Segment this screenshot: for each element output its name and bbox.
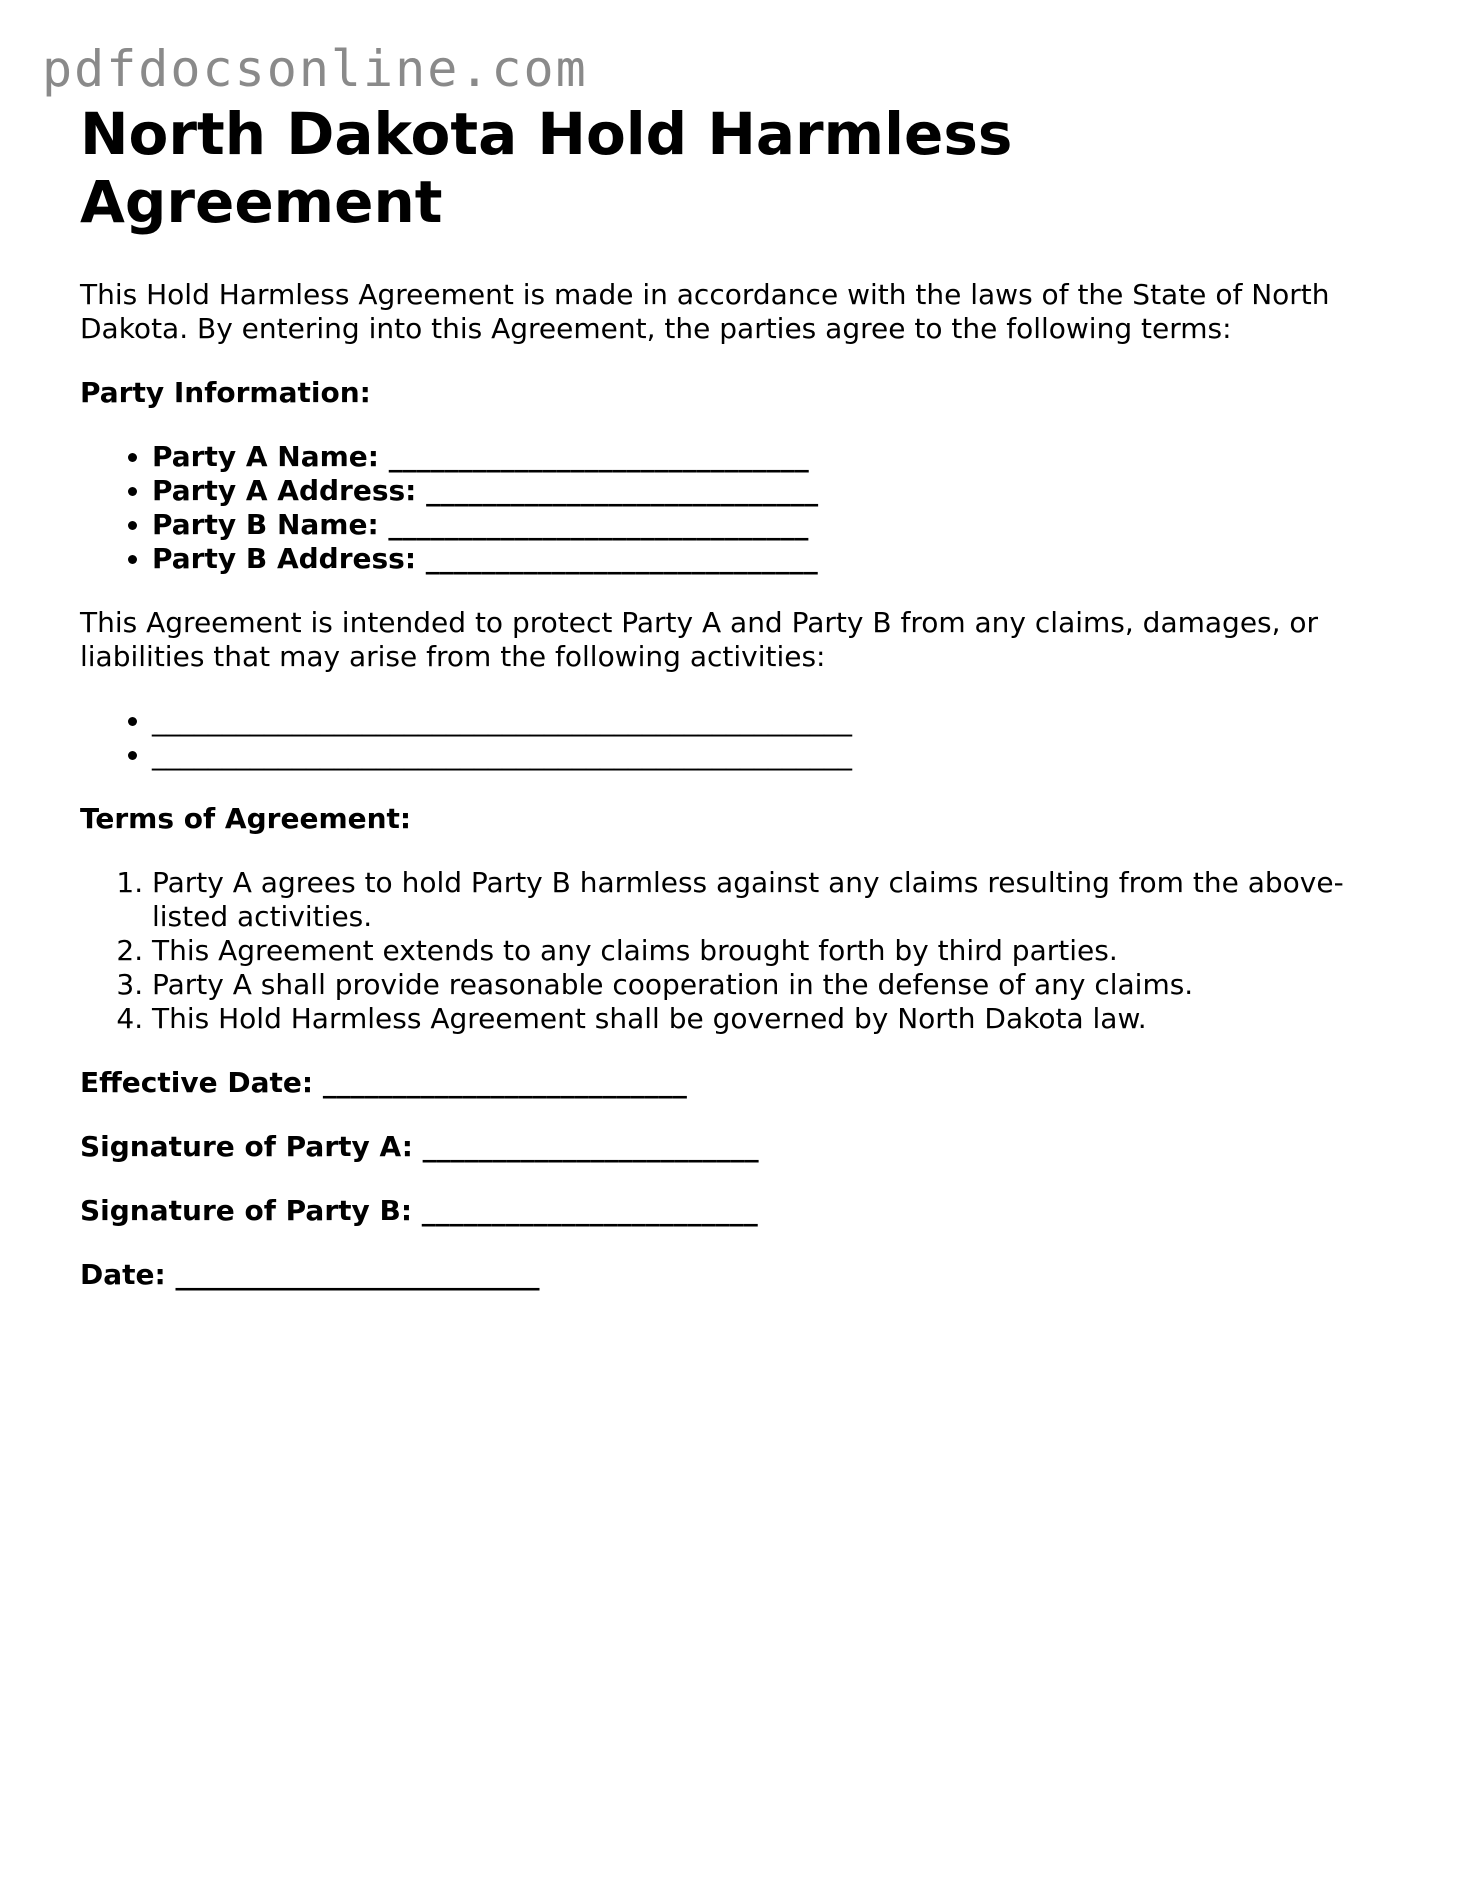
document-title: North Dakota Hold Harmless Agreement bbox=[80, 100, 1013, 236]
party-a-address-field: • Party A Address: ____________________________ bbox=[152, 474, 1390, 508]
activities-list bbox=[80, 704, 1390, 772]
terms-heading: Terms of Agreement: bbox=[80, 802, 412, 835]
party-b-address-field: • Party B Address: ____________________________ bbox=[152, 542, 1390, 576]
document-page bbox=[80, 100, 1390, 1292]
signature-party-b-field: Signature of Party B: ________________________ bbox=[80, 1194, 758, 1227]
date-field: Date: __________________________ bbox=[80, 1258, 540, 1291]
activity-blank-line: • __________________________________________________ bbox=[152, 738, 1390, 772]
terms-list bbox=[80, 866, 1390, 1036]
term-item: 3. Party A shall provide reasonable cooperation in the defense of any claims. bbox=[152, 968, 1390, 1002]
intro-paragraph: This Hold Harmless Agreement is made in accordance with the laws of the State of North Dakota. By entering into this Agreement, the parties agree to the following terms: bbox=[80, 278, 1330, 345]
party-information-list bbox=[80, 440, 1390, 576]
party-information-heading: Party Information: bbox=[80, 376, 371, 409]
purpose-paragraph: This Agreement is intended to protect Party A and Party B from any claims, damages, or liabilities that may arise from the following activities: bbox=[80, 606, 1319, 673]
party-a-name-field: • Party A Name: ______________________________ bbox=[152, 440, 1390, 474]
signature-party-a-field: Signature of Party A: ________________________ bbox=[80, 1130, 759, 1163]
term-item: 1. Party A agrees to hold Party B harmless against any claims resulting from the above-listed activities. bbox=[152, 866, 1390, 934]
party-b-name-field: • Party B Name: ______________________________ bbox=[152, 508, 1390, 542]
effective-date-field: Effective Date: __________________________ bbox=[80, 1066, 687, 1099]
term-item: 2. This Agreement extends to any claims brought forth by third parties. bbox=[152, 934, 1390, 968]
term-item: 4. This Hold Harmless Agreement shall be governed by North Dakota law. bbox=[152, 1002, 1390, 1036]
activity-blank-line: • __________________________________________________ bbox=[152, 704, 1390, 738]
watermark: pdfdocsonline.com bbox=[42, 40, 588, 98]
